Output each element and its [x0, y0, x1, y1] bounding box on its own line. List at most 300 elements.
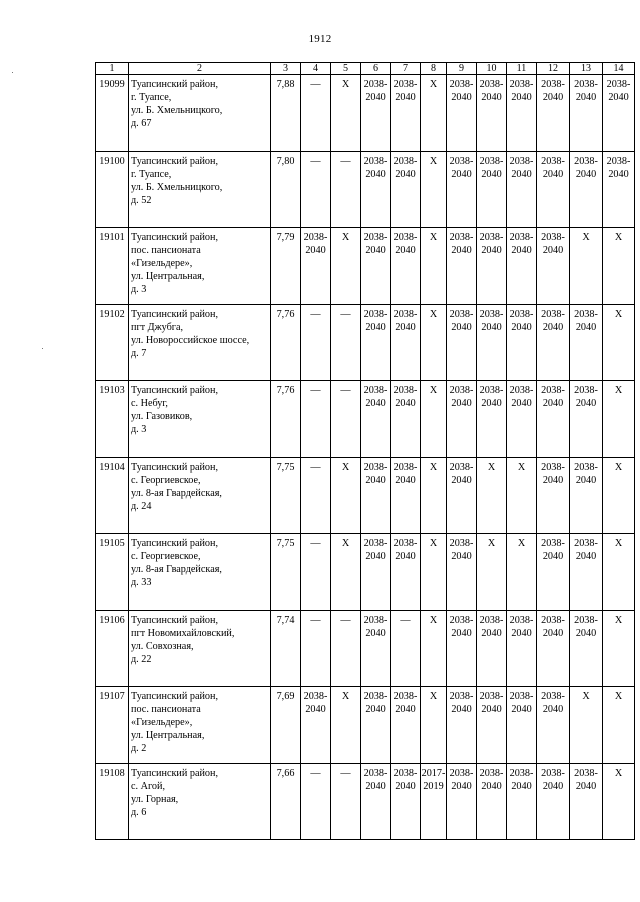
record-number: 19105: [96, 534, 129, 611]
period-value: 2038- 2040: [393, 232, 418, 256]
period-cell: [477, 75, 507, 152]
period-value: 2038- 2040: [393, 308, 418, 333]
table-row: [96, 151, 635, 228]
address-line: ул. Б. Хмельницкого,: [131, 181, 223, 193]
address-line: Туапсинский район,: [131, 385, 219, 396]
period-cell: [361, 228, 391, 305]
address-cell: [129, 304, 271, 381]
column-header: 5: [331, 63, 361, 75]
address-line: ул. 8-ая Гвардейская,: [131, 487, 222, 499]
value-cell: 7,88: [271, 75, 301, 152]
period-cell: [477, 228, 507, 305]
address-line: Туапсинский район,: [131, 767, 219, 779]
period-cell: [331, 610, 361, 687]
period-value: 2038- 2040: [363, 691, 388, 715]
record-number: 19102: [96, 304, 129, 381]
address-line: д. 67: [131, 118, 152, 129]
period-value: 2038- 2040: [509, 614, 534, 639]
period-cell: [301, 610, 331, 687]
period-cell: [537, 457, 570, 534]
period-cell: [477, 687, 507, 764]
table-row: [96, 610, 635, 687]
period-cell: [391, 534, 421, 611]
period-cell: [537, 304, 570, 381]
address-line: д. 7: [131, 347, 147, 359]
period-cell: [391, 687, 421, 764]
column-header: 9: [447, 63, 477, 75]
period-cell: [301, 534, 331, 611]
period-value: X: [429, 538, 438, 549]
period-value: X: [614, 308, 623, 320]
period-value: 2038- 2040: [509, 232, 534, 256]
value-cell: 7,69: [271, 687, 301, 764]
period-cell: [331, 534, 361, 611]
period-value: X: [429, 308, 438, 320]
period-cell: [507, 610, 537, 687]
value-cell: 7,79: [271, 228, 301, 305]
address-cell: [129, 381, 271, 458]
period-value: 2038- 2040: [574, 538, 598, 562]
period-cell: [301, 304, 331, 381]
period-value: 2038- 2040: [393, 767, 418, 792]
address-cell: [129, 763, 271, 840]
period-cell: [447, 304, 477, 381]
value-cell: 7,80: [271, 151, 301, 228]
value-cell: 7,74: [271, 610, 301, 687]
column-header: 14: [603, 63, 635, 75]
period-cell: [391, 228, 421, 305]
period-cell: [421, 381, 447, 458]
period-cell: [331, 304, 361, 381]
period-cell: [477, 381, 507, 458]
value-cell: 7,75: [271, 534, 301, 611]
period-value: 2038- 2040: [393, 461, 418, 486]
period-cell: [507, 457, 537, 534]
address-line: с. Георгиевское,: [131, 551, 201, 562]
table-row: [96, 457, 635, 534]
period-cell: [331, 75, 361, 152]
period-value: 2038- 2040: [449, 691, 474, 715]
period-value: 2038- 2040: [541, 155, 565, 180]
address-line: Туапсинский район,: [131, 691, 219, 702]
period-value: 2038- 2040: [479, 691, 504, 715]
period-cell: [421, 75, 447, 152]
address-cell: [129, 228, 271, 305]
column-header: 6: [361, 63, 391, 75]
period-value: X: [341, 79, 350, 90]
period-value: 2038- 2040: [393, 538, 418, 562]
table-row: [96, 534, 635, 611]
table-body: [96, 75, 635, 840]
period-cell: [507, 304, 537, 381]
period-value: 2038- 2040: [479, 614, 504, 639]
period-value: 2038- 2040: [541, 538, 565, 562]
period-cell: [391, 151, 421, 228]
record-number: 19099: [96, 75, 129, 152]
period-cell: [537, 381, 570, 458]
period-value: X: [614, 232, 623, 243]
period-cell: [447, 457, 477, 534]
period-cell: [391, 304, 421, 381]
period-cell: [537, 228, 570, 305]
period-value: 2038- 2040: [574, 614, 598, 639]
period-value: X: [614, 385, 623, 396]
address-line: с. Небуг,: [131, 398, 168, 409]
table-row: [96, 763, 635, 840]
period-value: 2038- 2040: [363, 232, 388, 256]
period-cell: [361, 304, 391, 381]
period-cell: [477, 151, 507, 228]
period-cell: [391, 610, 421, 687]
address-line: «Гизельдере»,: [131, 717, 193, 728]
period-value: 2038- 2040: [541, 614, 565, 639]
period-value: X: [429, 461, 438, 473]
period-cell: [421, 228, 447, 305]
period-cell: [537, 610, 570, 687]
period-value: 2038- 2040: [574, 308, 598, 333]
period-cell: [603, 228, 635, 305]
period-value: 2038- 2040: [541, 691, 565, 715]
period-value: X: [614, 614, 623, 626]
period-cell: [421, 457, 447, 534]
period-cell: [570, 304, 603, 381]
period-cell: [391, 381, 421, 458]
period-value: X: [429, 232, 438, 243]
address-line: д. 3: [131, 424, 147, 435]
period-cell: [477, 534, 507, 611]
period-cell: [361, 75, 391, 152]
value-cell: 7,75: [271, 457, 301, 534]
value-cell: 7,76: [271, 304, 301, 381]
column-header: 11: [507, 63, 537, 75]
column-number-row: [96, 63, 635, 75]
address-cell: [129, 151, 271, 228]
period-cell: [507, 763, 537, 840]
address-line: ул. Совхозная,: [131, 640, 194, 652]
period-cell: [507, 151, 537, 228]
address-line: Туапсинский район,: [131, 461, 219, 473]
address-line: пос. пансионата: [131, 245, 201, 256]
period-value: 2038- 2040: [479, 79, 504, 103]
period-cell: [507, 687, 537, 764]
period-value: X: [614, 691, 623, 702]
period-cell: [331, 687, 361, 764]
period-cell: [391, 763, 421, 840]
address-cell: [129, 534, 271, 611]
period-cell: [603, 457, 635, 534]
period-cell: [361, 534, 391, 611]
period-cell: [570, 687, 603, 764]
period-value: X: [341, 538, 350, 549]
period-cell: [361, 687, 391, 764]
period-cell: [507, 534, 537, 611]
period-cell: [570, 457, 603, 534]
period-cell: [447, 75, 477, 152]
period-value: 2038- 2040: [509, 155, 534, 180]
address-line: д. 3: [131, 284, 147, 295]
period-value: 2038- 2040: [479, 155, 504, 180]
period-value: X: [341, 691, 350, 702]
period-value: X: [341, 232, 350, 243]
period-value: —: [310, 385, 321, 396]
period-cell: [361, 381, 391, 458]
period-cell: [537, 151, 570, 228]
period-value: 2038- 2040: [449, 538, 474, 562]
address-line: ул. Новороссийское шоссе,: [131, 334, 250, 346]
period-value: X: [614, 461, 623, 473]
period-value: 2038- 2040: [449, 385, 474, 409]
period-cell: [301, 151, 331, 228]
period-value: 2038- 2040: [509, 385, 534, 409]
address-line: Туапсинский район,: [131, 79, 219, 90]
period-value: —: [340, 308, 351, 320]
period-cell: [301, 228, 331, 305]
period-value: 2038- 2040: [479, 767, 504, 792]
period-cell: [301, 687, 331, 764]
address-line: Туапсинский район,: [131, 232, 219, 243]
period-value: 2038- 2040: [541, 79, 565, 103]
period-cell: [477, 304, 507, 381]
record-number: 19100: [96, 151, 129, 228]
period-value: X: [487, 461, 496, 473]
period-value: —: [310, 308, 321, 320]
period-cell: [507, 75, 537, 152]
period-value: X: [429, 691, 438, 702]
period-value: X: [517, 538, 526, 549]
period-cell: [331, 151, 361, 228]
period-value: X: [487, 538, 496, 549]
address-line: ул. Центральная,: [131, 271, 205, 282]
period-value: 2038- 2040: [574, 79, 598, 103]
period-value: 2038- 2040: [541, 232, 565, 256]
period-value: 2038- 2040: [449, 614, 474, 639]
period-value: —: [310, 79, 321, 90]
period-value: 2038- 2040: [363, 767, 388, 792]
period-value: 2038- 2040: [449, 767, 474, 792]
period-cell: [361, 763, 391, 840]
period-value: —: [310, 767, 321, 779]
period-cell: [570, 381, 603, 458]
period-cell: [603, 304, 635, 381]
period-cell: [603, 75, 635, 152]
period-cell: [331, 763, 361, 840]
period-cell: [421, 304, 447, 381]
period-cell: [447, 151, 477, 228]
period-value: 2038- 2040: [574, 461, 598, 486]
period-value: 2017- 2019: [421, 767, 446, 792]
table-row: [96, 228, 635, 305]
period-value: X: [582, 232, 590, 243]
register-table: [95, 62, 635, 840]
period-cell: [447, 610, 477, 687]
period-cell: [361, 457, 391, 534]
address-line: Туапсинский район,: [131, 538, 219, 549]
period-value: 2038- 2040: [541, 767, 565, 792]
period-cell: [570, 534, 603, 611]
period-value: 2038- 2040: [479, 308, 504, 333]
period-value: X: [614, 767, 623, 779]
column-header: 12: [537, 63, 570, 75]
address-line: «Гизельдере»,: [131, 258, 193, 269]
table-row: [96, 687, 635, 764]
address-cell: [129, 75, 271, 152]
address-line: г. Туапсе,: [131, 168, 172, 180]
address-line: д. 33: [131, 577, 152, 588]
period-cell: [603, 381, 635, 458]
address-line: ул. 8-ая Гвардейская,: [131, 564, 222, 575]
period-cell: [447, 228, 477, 305]
address-line: д. 24: [131, 500, 152, 512]
record-number: 19103: [96, 381, 129, 458]
column-header: 13: [570, 63, 603, 75]
address-line: ул. Б. Хмельницкого,: [131, 105, 223, 116]
column-header: 7: [391, 63, 421, 75]
period-value: X: [429, 79, 438, 90]
period-value: 2038- 2040: [363, 538, 388, 562]
period-cell: [477, 457, 507, 534]
period-value: 2038- 2040: [303, 232, 328, 256]
address-line: Туапсинский район,: [131, 614, 219, 626]
page-number: 1912: [308, 33, 332, 45]
table-row: [96, 381, 635, 458]
address-cell: [129, 687, 271, 764]
period-value: 2038- 2040: [393, 79, 418, 103]
period-value: 2038- 2040: [363, 155, 388, 180]
period-value: 2038- 2040: [363, 385, 388, 409]
address-cell: [129, 610, 271, 687]
record-number: 19104: [96, 457, 129, 534]
period-cell: [447, 381, 477, 458]
table-row: [96, 75, 635, 152]
period-cell: [301, 381, 331, 458]
period-cell: [603, 151, 635, 228]
period-cell: [447, 687, 477, 764]
period-value: 2038- 2040: [363, 308, 388, 333]
period-value: —: [340, 155, 351, 167]
scan-speck: [42, 348, 43, 349]
period-cell: [331, 228, 361, 305]
period-value: —: [400, 614, 411, 626]
period-cell: [537, 687, 570, 764]
period-cell: [603, 687, 635, 764]
period-value: 2038- 2040: [449, 155, 474, 180]
record-number: 19107: [96, 687, 129, 764]
period-value: 2038- 2040: [449, 79, 474, 103]
period-value: X: [517, 461, 526, 473]
address-cell: [129, 457, 271, 534]
period-value: 2038- 2040: [574, 767, 598, 792]
period-cell: [301, 75, 331, 152]
period-cell: [507, 381, 537, 458]
period-cell: [603, 763, 635, 840]
period-cell: [447, 534, 477, 611]
period-value: —: [310, 538, 321, 549]
address-line: д. 6: [131, 806, 147, 818]
period-value: 2038- 2040: [574, 155, 598, 180]
address-line: пос. пансионата: [131, 704, 201, 715]
period-value: —: [310, 155, 321, 167]
period-value: 2038- 2040: [509, 691, 534, 715]
column-header: 3: [271, 63, 301, 75]
period-value: X: [614, 538, 623, 549]
period-value: X: [341, 461, 350, 473]
column-header: 2: [129, 63, 271, 75]
period-cell: [570, 610, 603, 687]
period-value: 2038- 2040: [479, 232, 504, 256]
period-cell: [570, 763, 603, 840]
address-line: д. 22: [131, 653, 152, 665]
address-line: ул. Газовиков,: [131, 411, 193, 422]
period-value: 2038- 2040: [541, 308, 565, 333]
period-cell: [391, 75, 421, 152]
period-value: 2038- 2040: [479, 385, 504, 409]
period-value: X: [429, 614, 438, 626]
period-value: 2038- 2040: [303, 691, 328, 715]
period-cell: [570, 228, 603, 305]
period-value: 2038- 2040: [363, 461, 388, 486]
period-value: —: [340, 767, 351, 779]
column-header: 8: [421, 63, 447, 75]
address-line: г. Туапсе,: [131, 92, 172, 103]
period-cell: [301, 763, 331, 840]
period-cell: [570, 75, 603, 152]
period-cell: [603, 534, 635, 611]
period-cell: [331, 381, 361, 458]
address-line: ул. Центральная,: [131, 730, 205, 741]
address-line: Туапсинский район,: [131, 308, 219, 320]
period-cell: [301, 457, 331, 534]
address-line: ул. Горная,: [131, 793, 179, 805]
period-value: X: [429, 385, 438, 396]
period-cell: [603, 610, 635, 687]
period-cell: [421, 763, 447, 840]
period-value: X: [582, 691, 590, 702]
period-value: 2038- 2040: [541, 461, 565, 486]
address-line: Туапсинский район,: [131, 155, 219, 167]
period-value: 2038- 2040: [449, 461, 474, 486]
period-cell: [391, 457, 421, 534]
period-cell: [331, 457, 361, 534]
period-value: —: [310, 461, 321, 473]
period-value: 2038- 2040: [574, 385, 598, 409]
record-number: 19106: [96, 610, 129, 687]
column-header: 1: [96, 63, 129, 75]
period-cell: [537, 763, 570, 840]
period-cell: [570, 151, 603, 228]
address-line: д. 52: [131, 194, 152, 206]
period-value: 2038- 2040: [606, 155, 631, 180]
period-value: —: [340, 614, 351, 626]
value-cell: 7,76: [271, 381, 301, 458]
period-cell: [537, 534, 570, 611]
address-line: с. Агой,: [131, 780, 165, 792]
period-cell: [361, 151, 391, 228]
column-header: 4: [301, 63, 331, 75]
period-cell: [447, 763, 477, 840]
period-cell: [421, 534, 447, 611]
period-cell: [421, 687, 447, 764]
address-line: пгт Джубга,: [131, 321, 184, 333]
period-value: 2038- 2040: [393, 691, 418, 715]
period-value: 2038- 2040: [363, 614, 388, 639]
period-cell: [421, 610, 447, 687]
period-value: 2038- 2040: [509, 308, 534, 333]
period-value: 2038- 2040: [509, 767, 534, 792]
address-line: с. Георгиевское,: [131, 474, 201, 486]
table-row: [96, 304, 635, 381]
period-value: 2038- 2040: [363, 79, 388, 103]
period-value: X: [429, 155, 438, 167]
